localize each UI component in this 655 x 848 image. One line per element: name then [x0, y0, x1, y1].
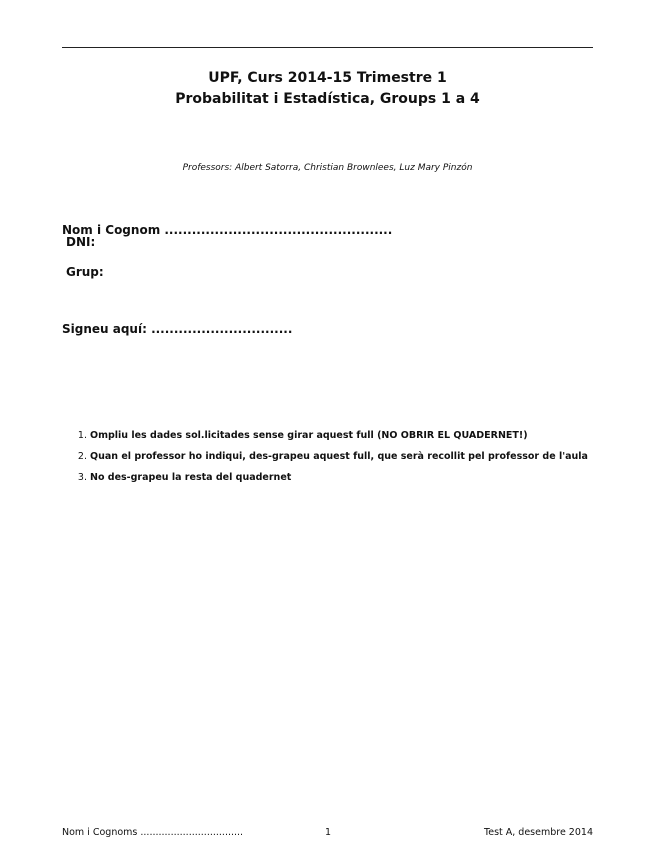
- title-line-1: UPF, Curs 2014-15 Trimestre 1: [208, 70, 447, 86]
- sign-field: Signeu aquí: ...............................: [62, 322, 293, 336]
- title-line-2: Probabilitat i Estadística, Groups 1 a 4: [175, 91, 480, 107]
- footer-right: Test A, desembre 2014: [484, 827, 593, 838]
- page-number: 1: [325, 827, 332, 838]
- top-rule: [62, 47, 593, 48]
- instruction-item: 3. No des-grapeu la resta del quadernet: [90, 472, 588, 483]
- grup-field: Grup:: [66, 265, 104, 279]
- dni-field: DNI:: [66, 235, 96, 249]
- footer-left: Nom i Cognoms ..................................: [62, 827, 244, 838]
- instructions-list: [74, 430, 588, 493]
- professors: Professors: Albert Satorra, Christian Brownlees, Luz Mary Pinzón: [182, 163, 473, 173]
- name-field: Nom i Cognom ..................................................: [62, 223, 393, 237]
- instruction-item: 2. Quan el professor ho indiqui, des-grapeu aquest full, que serà recollit pel professor de l'aula: [90, 451, 588, 462]
- instruction-item: 1. Ompliu les dades sol.licitades sense girar aquest full (NO OBRIR EL QUADERNET!): [90, 430, 588, 441]
